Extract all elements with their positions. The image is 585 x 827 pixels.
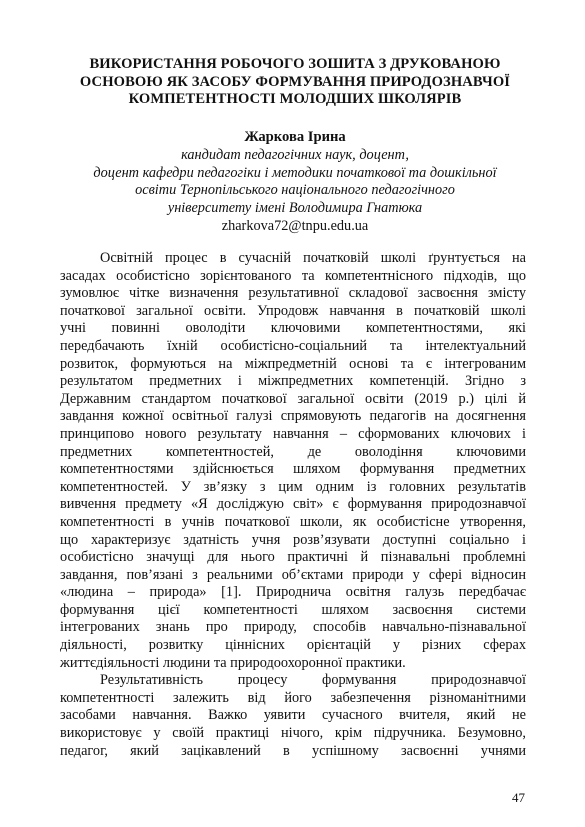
- text-line: компетентності в учнів початкової школи, як особистісне утворення,: [60, 513, 526, 530]
- text-line: вивчення предмету «Я досліджую світ» є формування природознавчої: [60, 496, 526, 513]
- text-line: діяльності, розвитку ціннісних орієнтацій у різних сферах: [60, 637, 526, 654]
- text-line: завдання, пов’язані з реальними об’єктами природи у сфері відносин: [60, 566, 526, 583]
- text-line: засадах особистісно зорієнтованого та компетентнісного підходів, що: [60, 267, 526, 284]
- title-line: ОСНОВОЮ ЯК ЗАСОБУ ФОРМУВАННЯ ПРИРОДОЗНАВЧОЇ: [79, 73, 511, 90]
- paragraph: [60, 672, 526, 760]
- text-line: життєдіяльності людини та природоохоронної практики.: [60, 654, 406, 671]
- text-line: результатом предметних і міжпредметних компетенцій. Згідно з: [60, 373, 526, 390]
- text-line: особистісно значущі для нього практичні й пізнавальні проблемні: [60, 549, 526, 566]
- text-line: використовує у своїй практиці нічого, крім підручника. Безумовно,: [60, 725, 526, 742]
- text-line: Державним стандартом початкової загальної освіти (2019 р.) цілі й: [60, 390, 526, 407]
- text-line: компетентностей. У зв’язку з цим одним із головних результатів: [60, 478, 526, 495]
- text-line: компетентності залежить від його забезпечення різноманітними: [60, 689, 526, 706]
- text-line: предметних компетентностей, де оволодіння ключовими: [60, 443, 526, 460]
- affiliation-line: доцент кафедри педагогіки і методики початкової та дошкільної: [93, 164, 497, 181]
- article-body: [60, 250, 526, 760]
- text-line: Результативність процесу формування природознавчої: [100, 672, 526, 689]
- text-line: зумовлює чітке визначення результативної складової засвоєння змісту: [60, 285, 526, 302]
- text-line: Освітній процес в сучасній початковій школі ґрунтується на: [100, 250, 526, 266]
- text-line: учні повинні оволодіти ключовими компетентностями, які: [60, 320, 526, 337]
- text-line: інтегрованих знань про природу, способів навчально-пізнавальної: [60, 619, 526, 636]
- text-line: принципово нового результату навчання – сформованих ключових і: [60, 425, 526, 442]
- affiliation-line: університету імені Володимира Гнатюка: [167, 199, 423, 216]
- title-line: ВИКОРИСТАННЯ РОБОЧОГО ЗОШИТА З ДРУКОВАНОЮ: [89, 56, 501, 72]
- author-name: Жаркова Ірина: [244, 129, 346, 145]
- paragraph: [60, 250, 526, 672]
- text-line: формування цієї компетентності шляхом засвоєння системи: [60, 601, 526, 618]
- text-line: початкової загальної освіти. Упродовж навчання в початковій школі: [60, 302, 526, 319]
- title-line: КОМПЕТЕНТНОСТІ МОЛОДШИХ ШКОЛЯРІВ: [128, 91, 462, 107]
- affiliation-line: кандидат педагогічних наук, доцент,: [181, 147, 409, 163]
- text-line: що характеризує здатність учня розв’язувати доступні соціально і: [60, 531, 526, 548]
- author-email: zharkova72@tnpu.edu.ua: [221, 218, 369, 234]
- text-line: педагог, який зацікавлений в успішному засвоєнні учнями: [60, 742, 526, 759]
- affiliation-line: освіти Тернопільського національного педагогічного: [135, 182, 455, 199]
- text-line: передбачають їхній особистісно-соціальний та інтелектуальний: [60, 337, 526, 354]
- page-number: 47: [512, 790, 525, 805]
- article-title: [60, 56, 530, 109]
- text-line: компетентностями здійснюється шляхом формування предметних: [60, 461, 526, 478]
- text-line: засобами навчання. Важко уявити сучасного вчителя, який не: [60, 707, 526, 724]
- author-affiliation: [60, 147, 530, 217]
- text-line: «людина – природа» [1]. Природнича освітня галузь передбачає: [60, 584, 526, 601]
- text-line: завдання кожної освітньої галузі спрямовують педагогів на досягнення: [60, 408, 526, 425]
- text-line: розвиток, формуються на міжпредметній основі та є інтегрованим: [60, 355, 526, 372]
